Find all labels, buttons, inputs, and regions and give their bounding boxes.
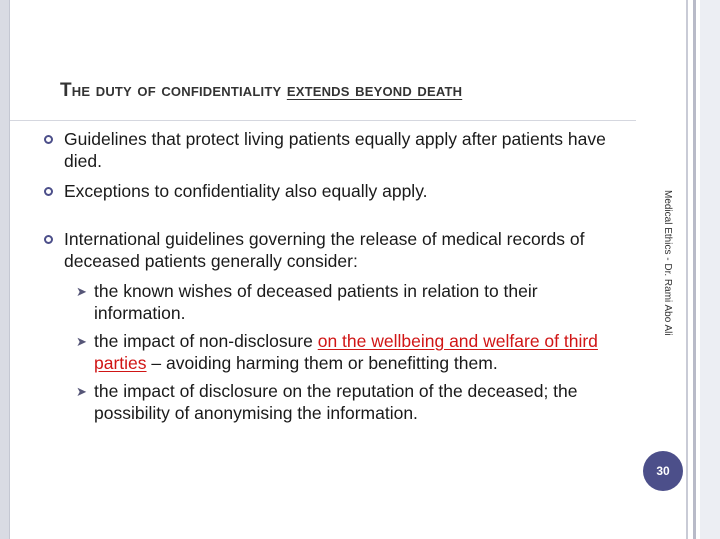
- title-divider: [10, 120, 636, 121]
- decorative-rail: [700, 0, 720, 539]
- bullet-item: [40, 228, 630, 272]
- highlighted-text: on the wellbeing and welfare of third parties: [94, 331, 598, 373]
- decorative-rail: [693, 0, 696, 539]
- vertical-footer-text: Medical Ethics - Dr. Rami Abo Ali: [662, 190, 673, 336]
- bullet-item: [40, 128, 630, 172]
- sub-bullet-text: the known wishes of deceased patients in relation to their information.: [94, 281, 538, 323]
- slide-number-badge: 30: [643, 451, 683, 491]
- slide-title: [60, 80, 630, 102]
- left-frame: [0, 0, 10, 539]
- circle-bullet-icon: [44, 135, 53, 144]
- title-underlined-text: extends beyond death: [286, 80, 463, 101]
- sub-bullet-text: – avoiding harming them or benefitting them.: [146, 353, 498, 373]
- sub-bullet-item: [40, 380, 630, 424]
- bullet-text: Guidelines that protect living patients equally apply after patients have died.: [64, 129, 606, 171]
- circle-bullet-icon: [44, 187, 53, 196]
- arrow-bullet-icon: ➤: [76, 384, 87, 399]
- arrow-bullet-icon: ➤: [76, 284, 87, 299]
- bullet-text: Exceptions to confidentiality also equally apply.: [64, 181, 428, 201]
- title-text: The duty of confidentiality: [60, 80, 287, 101]
- sub-bullet-item: [40, 280, 630, 324]
- circle-bullet-icon: [44, 235, 53, 244]
- arrow-bullet-icon: ➤: [76, 334, 87, 349]
- sub-bullet-item: [40, 330, 630, 374]
- sub-bullet-text: the impact of disclosure on the reputation of the deceased; the possibility of anonymising the information.: [94, 381, 578, 423]
- slide-content: [40, 128, 630, 430]
- bullet-text: International guidelines governing the release of medical records of deceased patients generally consider:: [64, 229, 585, 271]
- bullet-item: [40, 180, 630, 202]
- sub-bullet-text: the impact of non-disclosure: [94, 331, 318, 351]
- decorative-rail: [686, 0, 688, 539]
